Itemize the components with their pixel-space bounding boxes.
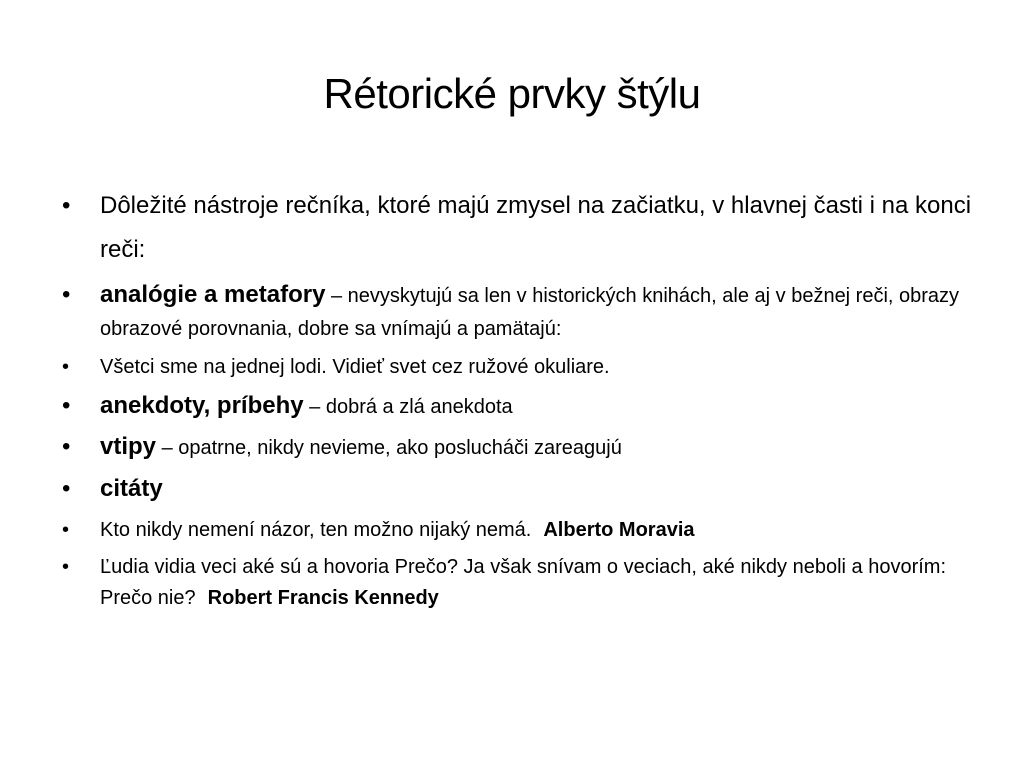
quote-author: Robert Francis Kennedy: [207, 587, 439, 609]
bullet-item-example: [62, 352, 972, 383]
bullet-item-quote-kennedy: [62, 552, 972, 614]
bullet-icon: •: [62, 192, 71, 219]
bullet-icon: •: [62, 433, 71, 460]
bullet-text: – nevyskytujú sa len v historických knihách, ale aj v bežnej reči, obrazy obrazové porovnania, dobre sa vnímajú a pamätajú:: [100, 285, 960, 340]
quote-text: Ľudia vidia veci aké sú a hovoria Prečo? Ja však snívam o veciach, aké nikdy neboli a hovorím: Prečo nie?: [100, 556, 946, 609]
bullet-icon: •: [62, 356, 70, 378]
quote-author: Alberto Moravia: [543, 519, 695, 541]
bullet-icon: •: [62, 281, 71, 308]
bullet-item-metaphors: [62, 278, 972, 346]
bullet-icon: •: [62, 392, 71, 419]
bullet-icon: •: [62, 556, 70, 578]
bullet-item-anecdotes: [62, 389, 972, 424]
bullet-text: – dobrá a zlá anekdota: [303, 396, 513, 418]
bullet-lead: analógie a metafory: [100, 281, 326, 308]
bullet-text: citáty: [100, 475, 163, 502]
bullet-text: Dôležité nástroje rečníka, ktoré majú zmysel na začiatku, v hlavnej časti i na konci reči:: [100, 192, 972, 263]
quote-text: Kto nikdy nemení názor, ten možno nijaký nemá.: [100, 519, 532, 541]
bullet-item-jokes: [62, 430, 972, 465]
bullet-icon: •: [62, 475, 71, 502]
bullet-item-quote-moravia: [62, 515, 972, 546]
bullet-item-quotes: [62, 469, 972, 509]
bullet-item-intro: [62, 184, 972, 272]
bullet-text: – opatrne, nikdy nevieme, ako poslucháči zareagujú: [156, 437, 622, 459]
bullet-text: Všetci sme na jednej lodi. Vidieť svet cez ružové okuliare.: [100, 356, 610, 378]
bullet-list: [62, 184, 972, 614]
bullet-lead: anekdoty, príbehy: [100, 392, 304, 419]
slide-title: Rétorické prvky štýlu: [323, 70, 701, 117]
bullet-lead: vtipy: [100, 433, 157, 460]
bullet-icon: •: [62, 519, 70, 541]
